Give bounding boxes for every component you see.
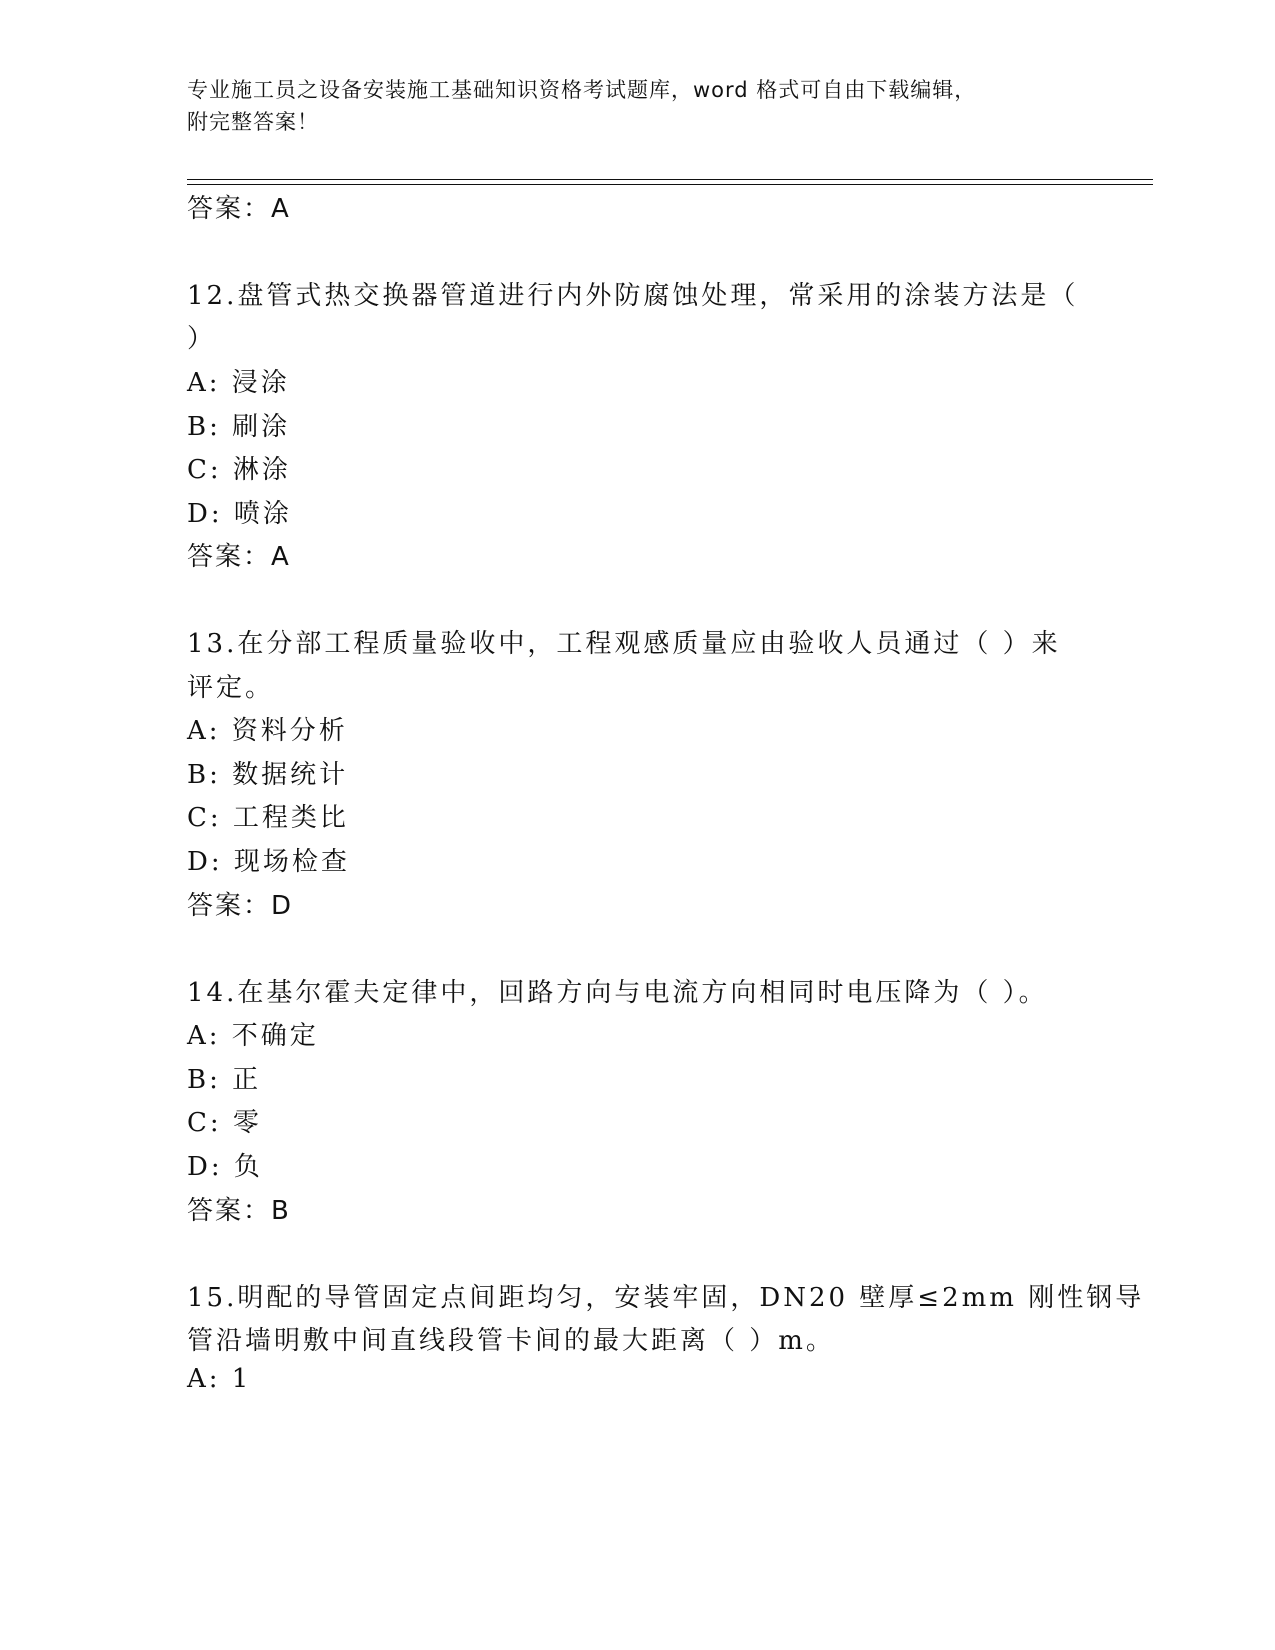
header-line-2: 附完整答案！ bbox=[187, 110, 319, 134]
q13-option-a: A: 资料分析 bbox=[187, 716, 348, 746]
q13-text-line-1: 13.在分部工程质量验收中，工程观感质量应由验收人员通过（ ）来 bbox=[187, 629, 1061, 659]
q12-option-b: B: 刷涂 bbox=[187, 412, 291, 442]
document-header bbox=[187, 74, 1087, 138]
q15-option-a: A: 1 bbox=[187, 1364, 252, 1394]
q14-answer: 答案：B bbox=[187, 1196, 291, 1226]
q13-option-c: C: 工程类比 bbox=[187, 803, 349, 833]
header-divider-top bbox=[187, 179, 1153, 180]
q12-text-line-1: 12.盘管式热交换器管道进行内外防腐蚀处理，常采用的涂装方法是（ bbox=[187, 281, 1079, 311]
q15-text-line-1: 15.明配的导管固定点间距均匀，安装牢固，DN20 壁厚≤2mm 刚性钢导 bbox=[187, 1283, 1145, 1313]
q14-option-c: C: 零 bbox=[187, 1108, 262, 1138]
q13-option-d: D: 现场检查 bbox=[187, 847, 350, 877]
header-divider-bottom bbox=[187, 184, 1153, 185]
q13-text-line-2: 评定。 bbox=[187, 673, 275, 703]
q12-text-line-2: ） bbox=[187, 324, 217, 354]
q14-text-line-1: 14.在基尔霍夫定律中，回路方向与电流方向相同时电压降为（ ）。 bbox=[187, 978, 1048, 1008]
q14-option-b: B: 正 bbox=[187, 1065, 262, 1095]
q12-answer: 答案：A bbox=[187, 542, 291, 572]
q12-option-d: D: 喷涂 bbox=[187, 499, 292, 529]
q12-option-c: C: 淋涂 bbox=[187, 455, 291, 485]
q13-option-b: B: 数据统计 bbox=[187, 760, 349, 790]
q15-text-line-2: 管沿墙明敷中间直线段管卡间的最大距离（ ）m。 bbox=[187, 1326, 835, 1356]
q12-option-a: A: 浸涂 bbox=[187, 368, 290, 398]
prev-answer: 答案：A bbox=[187, 194, 291, 224]
q14-option-d: D: 负 bbox=[187, 1152, 263, 1182]
q13-answer: 答案：D bbox=[187, 891, 294, 921]
header-line-1: 专业施工员之设备安装施工基础知识资格考试题库，word 格式可自由下载编辑， bbox=[187, 78, 977, 102]
q14-option-a: A: 不确定 bbox=[187, 1021, 319, 1051]
